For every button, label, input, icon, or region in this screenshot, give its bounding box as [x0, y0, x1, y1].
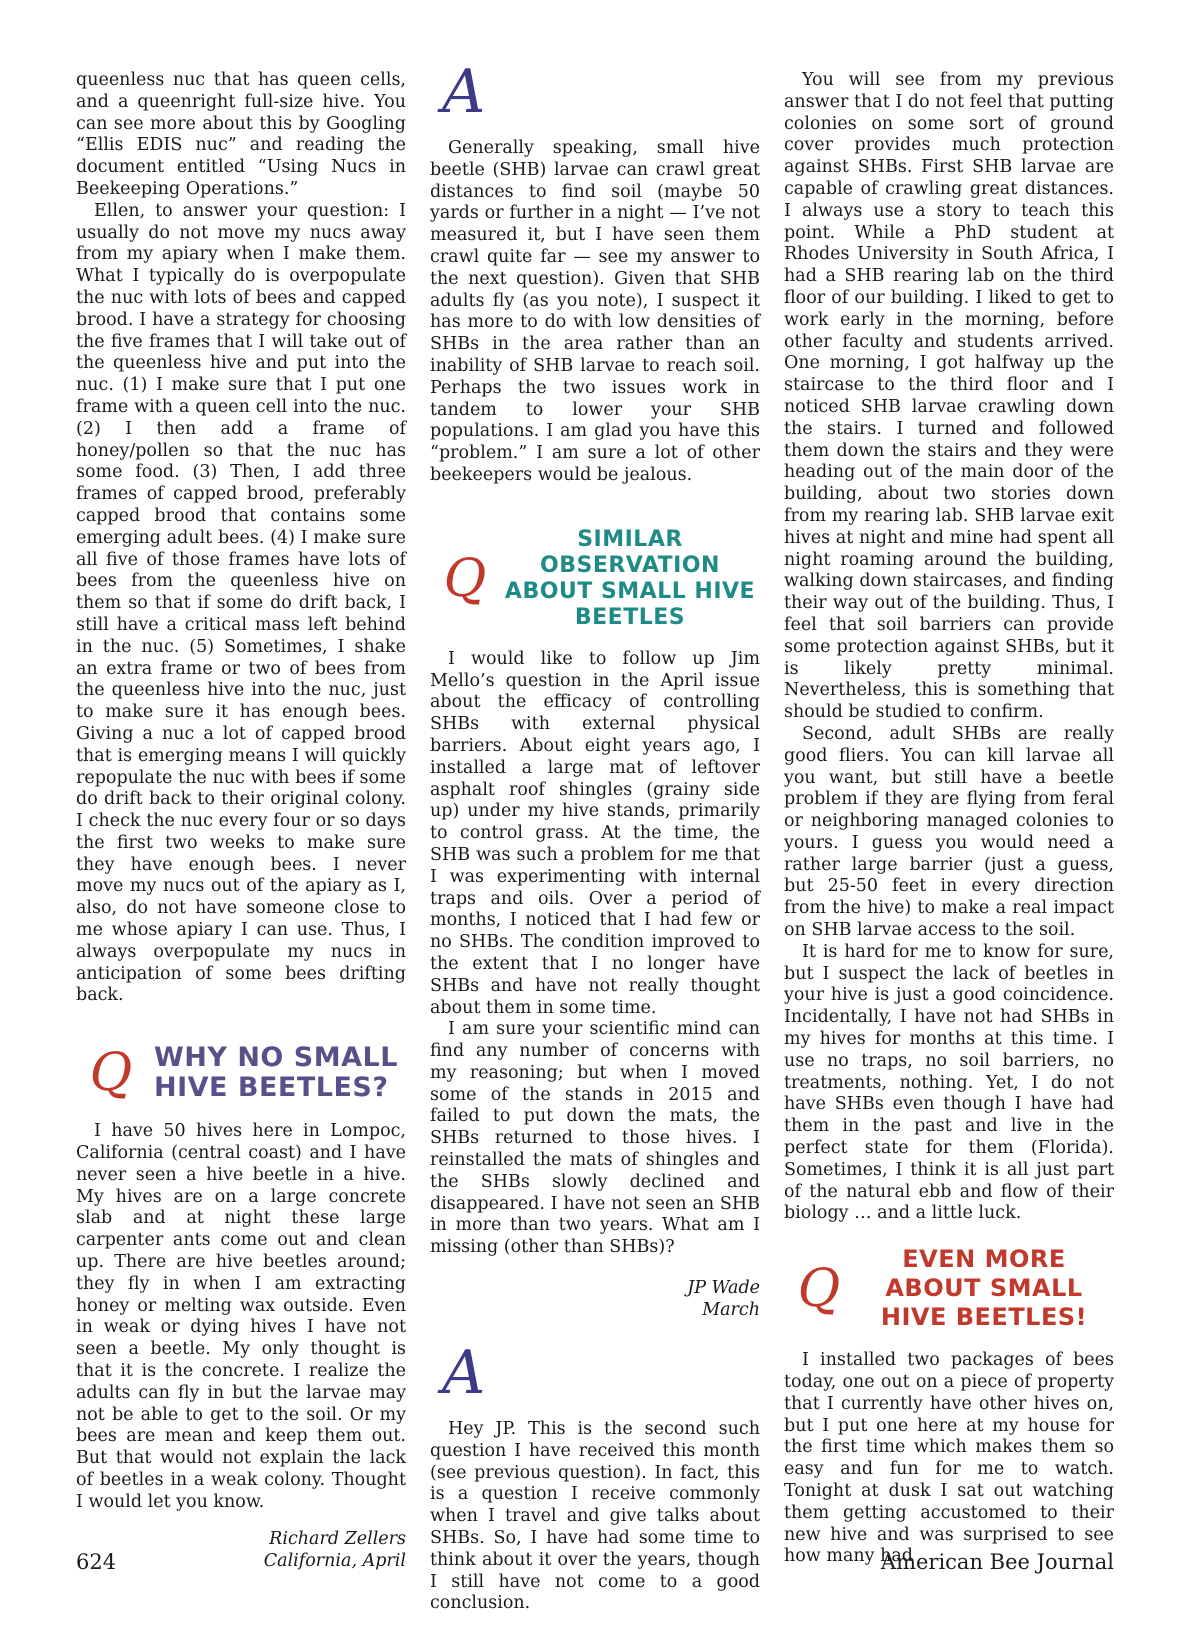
signature-place: California, April: [263, 1550, 406, 1571]
column-1: [76, 70, 406, 1572]
question-title: EVEN MORE ABOUT SMALL HIVE BEETLES!: [880, 1245, 1088, 1332]
paragraph: Ellen, to answer your question: I usually do not move my nucs away from my apiary when I make them. What I typically do is overpopulate the nuc with lots of bees and capped brood. I have a strategy for choosing the five frames that I will take out of the queenless hive and put into the nuc. (1) I make sure that I put one frame with a queen cell into the nuc. (2) I then add a frame of honey/pollen so that the nuc has some food. (3) Then, I add three frames of capped brood, preferably capped brood that contains some emerging adult bees. (4) I make sure all five of those frames have lots of bees from the queenless hive on them so that if some do drift back, I still have a critical mass left behind in the nuc. (5) Sometimes, I shake an extra frame or two of bees from the queenless hive into the nuc, just to make sure it has enough bees. Giving a nuc a lot of capped brood that is emerging means I will quickly repopulate the nuc with bees if some do drift back to their original colony. I check the nuc every four or so days the first two weeks to make sure they have enough bees. I never move my nucs out of the apiary as I, also, do not have someone close to me whose apiary I can use. Thus, I always overpopulate my nucs in anticipation of some bees drifting back.: [76, 200, 406, 1006]
signature-name: Richard Zellers: [269, 1528, 406, 1549]
question-title: SIMILAR OBSERVATION ABOUT SMALL HIVE BEETLES: [504, 526, 756, 630]
question-heading: [430, 527, 760, 631]
journal-name: American Bee Journal: [880, 1550, 1114, 1574]
paragraph: Second, adult SHBs are really good fliers. You can kill larvae all you want, but still have a beetle problem if they are flying from feral or neighboring managed colonies to yours. I guess you would need a rather large barrier (just a guess, but 25-50 feet in every direction from the hive) to make a real impact on SHB larvae access to the soil.: [784, 723, 1114, 941]
signature: [76, 1528, 406, 1572]
paragraph: You will see from my previous answer that I do not feel that putting colonies on some sort of ground cover provides much protection against SHBs. First SHB larvae are capable of crawling great distances. I always use a story to teach this point. While a PhD student at Rhodes University in South Africa, I had a SHB rearing lab on the third floor of our building. I liked to get to work early in the morning, before other faculty and students arrived. One morning, I got halfway up the staircase to the third floor and I noticed SHB larvae crawling down the stairs. I turned and followed them down the stairs and they were heading out of the main door of the building, about two stories down from my rearing lab. SHB larvae exit hives at night and mine had spent all night roaming around the building, walking down staircases, and finding their way out of the building. Thus, I feel that soil barriers can provide some protection against SHBs, but it is likely pretty minimal. Nevertheless, this is something that should be studied to confirm.: [784, 70, 1114, 723]
paragraph: It is hard for me to know for sure, but I suspect the lack of beetles in your hive is just a good coincidence. Incidentally, I have not had SHBs in my hives for months at this time. I use no traps, no soil barriers, no treatments, nothing. Yet, I do not have SHBs even though I have had them in the past and live in the perfect state for them (Florida). Sometimes, I think it is all just part of the natural ebb and flow of their biology … and a little luck.: [784, 941, 1114, 1224]
column-2: [430, 57, 760, 1615]
question-q-icon: Q: [797, 1258, 841, 1319]
paragraph: queenless nuc that has queen cells, and a queenright full-size hive. You can see more about this by Googling “Ellis EDIS nuc” and reading the document entitled “Using Nucs in Beekeeping Operations.”: [76, 70, 406, 199]
answer-body: Hey JP. This is the second such question I have received this month (see previous question). In fact, this is a question I receive commonly when I travel and give talks about SHBs. So, I have had some time to think about it over the years, though I still have not come to a good conclusion.: [430, 1419, 760, 1614]
question-heading: [76, 1043, 406, 1103]
question-title: WHY NO SMALL HIVE BEETLES?: [154, 1042, 398, 1104]
question-body: I have 50 hives here in Lompoc, California (central coast) and I have never seen a hive beetle in a hive. My hives are on a large concrete slab and at night these large carpenter ants come out and clean up. There are hive beetles around; they fly in when I am extracting honey or melting wax outside. Even in weak or dying hives I have not seen a beetle. My only thought is that it is the concrete. I realize the adults can fly in but the larvae may not be able to get to the soil. Or my bees are mean and keep them out. But that would not explain the lack of beetles in a weak colony. Thought I would let you know.: [76, 1121, 406, 1512]
signature-name: JP Wade: [687, 1278, 760, 1299]
answer-a-icon: A: [442, 1338, 486, 1409]
question-q-icon: Q: [443, 548, 487, 609]
answer-a-icon: A: [442, 57, 486, 127]
question-heading: [784, 1245, 1114, 1332]
column-3: [784, 70, 1114, 1568]
question-body: I installed two packages of bees today, one out on a piece of property that I currently have other hives on, but I put one here at my house for the first time which makes them so easy and fun for me to watch. Tonight at dusk I sat out watching them getting accustomed to their new hive and was surprised to see how many had: [784, 1350, 1114, 1567]
page-number: 624: [76, 1550, 117, 1574]
question-body: I am sure your scientific mind can find any number of concerns with my reasoning; but when I moved some of the stands in 2015 and failed to put down the mats, the SHBs returned to those hives. I reinstalled the mats of shingles and the SHBs slowly declined and disappeared. I have not seen an SHB in more than two years. What am I missing (other than SHBs)?: [430, 1019, 760, 1258]
answer-body: Generally speaking, small hive beetle (SHB) larvae can crawl great distances to find soil (maybe 50 yards or further in a night — I’ve not measured it, but I have seen them crawl quite far — see my answer to the next question). Given that SHB adults fly (as you note), I suspect it has more to do with low densities of SHBs in the area rather than an inability of SHB larvae to reach soil. Perhaps the two issues work in tandem to lower your SHB populations. I am glad you have this “problem.” I am sure a lot of other beekeepers would be jealous.: [430, 138, 760, 485]
signature-place: March: [702, 1300, 760, 1321]
question-q-icon: Q: [89, 1043, 133, 1104]
signature: [430, 1277, 760, 1321]
question-body: I would like to follow up Jim Mello’s question in the April issue about the efficacy of controlling SHBs with external physical barriers. About eight years ago, I installed a large mat of leftover asphalt roof shingles (grainy side up) under my hive stands, primarily to control grass. At the time, the SHB was such a problem for me that I was experimenting with internal traps and oils. Over a period of months, I noticed that I had few or no SHBs. The condition improved to the extent that I no longer have SHBs and have not really thought about them in some time.: [430, 648, 760, 1018]
